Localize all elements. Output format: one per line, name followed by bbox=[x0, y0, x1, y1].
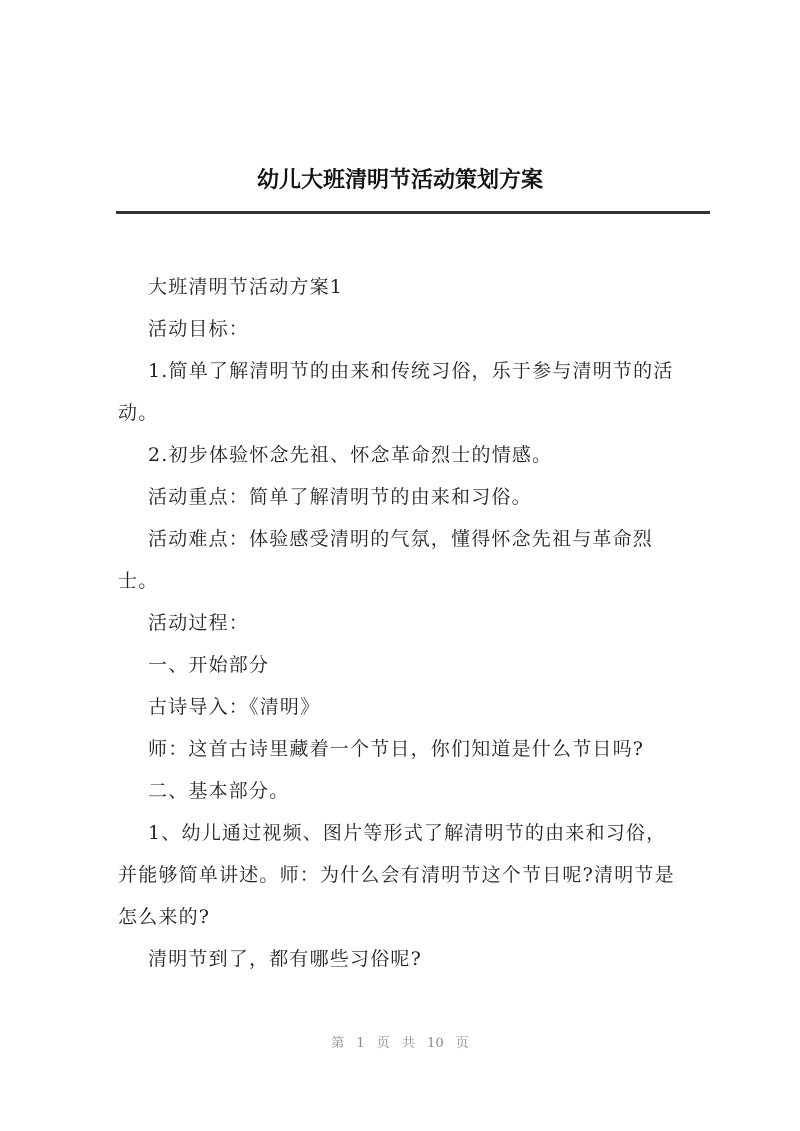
text-line: 活动目标： bbox=[148, 318, 250, 340]
text-line: 一、开始部分 bbox=[148, 654, 270, 676]
text-line: 清明节到了，都有哪些习俗呢? bbox=[148, 948, 422, 970]
text-line: 二、基本部分。 bbox=[148, 780, 290, 802]
text-line: 活动难点：体验感受清明的气氛，懂得怀念先祖与革命烈 bbox=[148, 528, 654, 550]
text-line: 大班清明节活动方案1 bbox=[148, 276, 344, 298]
text-line: 活动过程： bbox=[148, 612, 250, 634]
text-line: 2.初步体验怀念先祖、怀念革命烈士的情感。 bbox=[148, 444, 553, 466]
document-title: 幼儿大班清明节活动策划方案 bbox=[256, 168, 543, 193]
paragraph bbox=[118, 728, 718, 770]
paragraph bbox=[118, 938, 718, 980]
paragraph bbox=[118, 770, 718, 812]
document-body bbox=[118, 266, 718, 980]
text-line: 并能够简单讲述。师：为什么会有清明节这个节日呢?清明节是 bbox=[118, 864, 675, 886]
paragraph bbox=[118, 686, 718, 728]
paragraph bbox=[118, 518, 718, 602]
text-line: 1.简单了解清明节的由来和传统习俗，乐于参与清明节的活 bbox=[148, 360, 674, 382]
paragraph bbox=[118, 602, 718, 644]
text-line: 士。 bbox=[118, 570, 159, 592]
text-line: 动。 bbox=[118, 402, 159, 424]
paragraph bbox=[118, 476, 718, 518]
text-line: 活动重点：简单了解清明节的由来和习俗。 bbox=[148, 486, 532, 508]
paragraph bbox=[118, 350, 718, 434]
text-line: 怎么来的? bbox=[118, 906, 211, 928]
paragraph bbox=[118, 308, 718, 350]
text-line: 古诗导入：《清明》 bbox=[148, 696, 321, 718]
paragraph bbox=[118, 812, 718, 938]
text-line: 师：这首古诗里藏着一个节日，你们知道是什么节日吗? bbox=[148, 738, 645, 760]
paragraph bbox=[118, 434, 718, 476]
text-line: 1、幼儿通过视频、图片等形式了解清明节的由来和习俗， bbox=[148, 822, 667, 844]
title-divider bbox=[116, 211, 710, 214]
page-footer: 第 1 页 共 10 页 bbox=[331, 1036, 469, 1051]
paragraph bbox=[118, 644, 718, 686]
paragraph bbox=[118, 266, 718, 308]
